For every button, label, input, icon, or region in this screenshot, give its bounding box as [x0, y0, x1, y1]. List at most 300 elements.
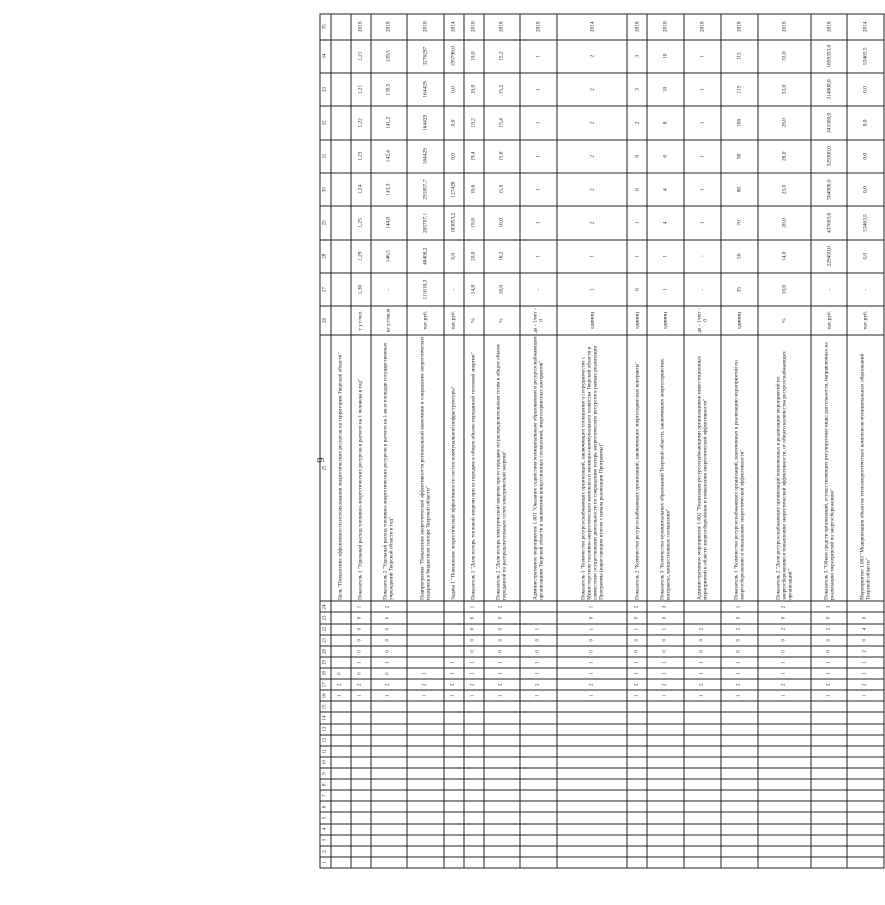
code-digit-cell: 0 [647, 635, 683, 646]
code-digit-cell [847, 812, 884, 823]
code-digit-cell [758, 701, 811, 712]
value-cell: 48408,2 [407, 240, 443, 273]
unit-cell: единиц [627, 306, 647, 334]
code-digit-cell [721, 801, 757, 812]
code-digit-cell [684, 712, 721, 723]
code-digit-cell [647, 835, 683, 846]
value-cell: 100 [721, 106, 757, 139]
code-digit-cell [758, 835, 811, 846]
code-digit-cell: 1 [627, 657, 647, 668]
code-digit-cell [444, 768, 464, 779]
target-year-cell: 2018 [371, 14, 407, 40]
value-cell: 1 [520, 73, 557, 106]
value-cell: 35 [721, 273, 757, 306]
code-digit-cell [351, 846, 371, 857]
header-code-cell: 9 [320, 768, 331, 779]
code-digit-cell [684, 612, 721, 623]
value-cell: - [684, 273, 721, 306]
code-digit-cell [721, 746, 757, 757]
table-row [647, 14, 683, 868]
code-digit-cell: 2 [444, 679, 464, 690]
code-digit-cell [557, 701, 627, 712]
code-digit-cell [557, 824, 627, 835]
code-digit-cell: 0 [557, 635, 627, 646]
code-digit-cell: 0 [464, 612, 484, 623]
code-digit-cell: 1 [721, 690, 757, 701]
header-code-cell: 17 [320, 679, 331, 690]
code-digit-cell: 1 [684, 690, 721, 701]
value-cell: 0,0 [444, 106, 464, 139]
value-cell: 53463,5 [847, 40, 884, 73]
code-digit-cell [331, 812, 351, 823]
code-digit-cell [407, 601, 443, 612]
value-cell: 164429 [407, 73, 443, 106]
code-digit-cell: 0 [520, 646, 557, 657]
code-digit-cell [811, 790, 847, 801]
code-digit-cell [557, 735, 627, 746]
code-digit-cell: 1 [758, 668, 811, 679]
code-digit-cell [444, 635, 464, 646]
code-digit-cell [520, 835, 557, 846]
code-digit-cell [331, 757, 351, 768]
code-digit-cell: 2 [758, 624, 811, 635]
value-cell: 1859353,0 [811, 40, 847, 73]
code-digit-cell [351, 712, 371, 723]
code-digit-cell [371, 835, 407, 846]
value-cell: 1,30 [351, 273, 371, 306]
indicator-name-cell: Показатель 3 "Количество муниципальных образований Тверской области, заключивших энергосервисные контракты, концессионные соглашения" [647, 335, 683, 602]
unit-cell: единиц [647, 306, 683, 334]
code-digit-cell [627, 812, 647, 823]
code-digit-cell: 2 [758, 601, 811, 612]
code-digit-cell [371, 735, 407, 746]
code-digit-cell [557, 724, 627, 735]
code-digit-cell [758, 824, 811, 835]
code-digit-cell [627, 768, 647, 779]
code-digit-cell [847, 746, 884, 757]
code-digit-cell: 0 [351, 624, 371, 635]
code-digit-cell: 2 [484, 601, 520, 612]
code-digit-cell: 1 [444, 668, 464, 679]
value-cell: 90 [721, 140, 757, 173]
code-digit-cell [484, 846, 520, 857]
indicator-name-cell: Мероприятие 1.003 "Модернизация объектов теплоэнергетических комплексов муниципальных образований Тверской области" [847, 335, 884, 602]
value-cell: 15,2 [484, 40, 520, 73]
code-digit-cell [758, 812, 811, 823]
value-cell: 33,0 [758, 73, 811, 106]
code-digit-cell: 2 [371, 601, 407, 612]
code-digit-cell [484, 701, 520, 712]
code-digit-cell [627, 712, 647, 723]
code-digit-cell [464, 790, 484, 801]
code-digit-cell [371, 801, 407, 812]
code-digit-cell [371, 779, 407, 790]
target-year-cell: 2018 [684, 14, 721, 40]
value-cell: 0 [627, 140, 647, 173]
code-digit-cell [331, 801, 351, 812]
header-code-cell: 5 [320, 812, 331, 823]
code-digit-cell: 1 [484, 668, 520, 679]
header-name-cell: 25 [320, 335, 331, 602]
value-cell: 195796,0 [444, 40, 464, 73]
code-digit-cell: 1 [407, 690, 443, 701]
code-digit-cell [351, 735, 371, 746]
value-cell: 80 [721, 173, 757, 206]
code-digit-cell: 2 [811, 624, 847, 635]
value-cell: - [847, 273, 884, 306]
code-digit-cell: 0 [464, 624, 484, 635]
target-year-cell: 2018 [627, 14, 647, 40]
value-cell: 19,4 [464, 140, 484, 173]
code-digit-cell [464, 857, 484, 868]
header-code-cell: 14 [320, 712, 331, 723]
value-cell: 141,2 [371, 106, 407, 139]
code-digit-cell [520, 746, 557, 757]
code-digit-cell [331, 712, 351, 723]
code-digit-cell [484, 790, 520, 801]
code-digit-cell [484, 746, 520, 757]
value-cell: 15,2 [484, 73, 520, 106]
code-digit-cell [331, 779, 351, 790]
code-digit-cell [721, 812, 757, 823]
code-digit-cell [351, 746, 371, 757]
target-year-cell: 2018 [811, 14, 847, 40]
value-cell: 1 [520, 206, 557, 239]
header-code-cell: 13 [320, 724, 331, 735]
code-digit-cell: 1 [627, 690, 647, 701]
code-digit-cell: 2 [721, 679, 757, 690]
code-digit-cell [407, 646, 443, 657]
code-digit-cell [627, 701, 647, 712]
value-cell: 115 [721, 40, 757, 73]
value-cell: 2 [557, 140, 627, 173]
value-cell: 437603,0 [811, 206, 847, 239]
unit-cell: тыс.руб. [407, 306, 443, 334]
indicator-name-cell: Показатель 1 "Удельный расход топливно-энергетических ресурсов в расчете на 1 человека в год" [351, 335, 371, 602]
code-digit-cell: 1 [351, 690, 371, 701]
code-digit-cell [557, 857, 627, 868]
value-cell: 23,0 [758, 173, 811, 206]
code-digit-cell [520, 768, 557, 779]
table-row [351, 14, 371, 868]
code-digit-cell [407, 801, 443, 812]
code-digit-cell [520, 724, 557, 735]
code-digit-cell [627, 824, 647, 835]
code-digit-cell [684, 835, 721, 846]
value-cell: 4 [647, 206, 683, 239]
code-digit-cell: 1 [351, 601, 371, 612]
code-digit-cell [684, 801, 721, 812]
value-cell: 504900,0 [811, 173, 847, 206]
code-digit-cell [331, 846, 351, 857]
code-digit-cell [520, 801, 557, 812]
value-cell: 19,0 [464, 40, 484, 73]
code-digit-cell [758, 724, 811, 735]
value-cell: 15,6 [484, 140, 520, 173]
code-digit-cell [371, 746, 407, 757]
value-cell: 0,0 [847, 73, 884, 106]
code-digit-cell: 0 [351, 612, 371, 623]
code-digit-cell: 0 [847, 635, 884, 646]
value-cell: 139,5 [371, 40, 407, 73]
header-code-cell: 12 [320, 735, 331, 746]
code-digit-cell [758, 790, 811, 801]
header-code-cell: 8 [320, 779, 331, 790]
value-cell: 1,24 [351, 173, 371, 206]
value-cell: 1 [557, 273, 627, 306]
code-digit-cell [721, 701, 757, 712]
code-digit-cell: 1 [847, 657, 884, 668]
code-digit-cell [444, 812, 464, 823]
code-digit-cell [444, 790, 464, 801]
value-cell: 1 [520, 173, 557, 206]
code-digit-cell [721, 712, 757, 723]
code-digit-cell [407, 846, 443, 857]
value-cell: 1 [520, 140, 557, 173]
value-cell: 142,4 [371, 140, 407, 173]
code-digit-cell: 0 [847, 612, 884, 623]
indicator-name-cell: Показатель 2 "Удельный расход топливно-энергетических ресурсов в расчете на 1 кв.м площади государственных учреждений Тверской области в год" [371, 335, 407, 602]
code-digit-cell [721, 768, 757, 779]
table-row [484, 14, 520, 868]
value-cell: 1 [627, 206, 647, 239]
code-digit-cell [444, 612, 464, 623]
value-cell: 0 [627, 273, 647, 306]
value-cell: 19,0 [464, 73, 484, 106]
code-digit-cell [684, 857, 721, 868]
value-cell [331, 140, 351, 173]
code-digit-cell [331, 724, 351, 735]
code-digit-cell: 1 [557, 624, 627, 635]
value-cell: 16,0 [484, 206, 520, 239]
code-digit-cell [721, 757, 757, 768]
code-digit-cell: 1 [371, 690, 407, 701]
code-digit-cell: 0 [758, 612, 811, 623]
code-digit-cell [811, 724, 847, 735]
code-digit-cell [371, 857, 407, 868]
header-value-cell: 29 [320, 206, 331, 239]
code-digit-cell [331, 857, 351, 868]
code-digit-cell [847, 735, 884, 746]
code-digit-cell [464, 712, 484, 723]
value-cell: 20,0 [758, 206, 811, 239]
code-digit-cell [721, 835, 757, 846]
code-digit-cell: 1 [811, 690, 847, 701]
code-digit-cell: 1 [811, 668, 847, 679]
code-digit-cell: 1 [847, 690, 884, 701]
code-digit-cell [847, 779, 884, 790]
value-cell: 1 [684, 173, 721, 206]
code-digit-cell [351, 701, 371, 712]
value-cell: 3 [627, 40, 647, 73]
code-digit-cell: 0 [811, 612, 847, 623]
code-digit-cell: 2 [407, 679, 443, 690]
code-digit-cell: 2 [758, 679, 811, 690]
code-digit-cell [407, 735, 443, 746]
code-digit-cell [647, 846, 683, 857]
value-cell: 50 [721, 240, 757, 273]
code-digit-cell [627, 846, 647, 857]
code-digit-cell [847, 712, 884, 723]
value-cell: 2 [557, 40, 627, 73]
code-digit-cell: 0 [351, 646, 371, 657]
code-digit-cell [847, 724, 884, 735]
code-digit-cell [444, 801, 464, 812]
value-cell: 144,8 [371, 206, 407, 239]
code-digit-cell: 1 [444, 690, 464, 701]
target-year-cell: 2018 [351, 14, 371, 40]
code-digit-cell [464, 835, 484, 846]
code-digit-cell [351, 779, 371, 790]
code-digit-cell [520, 701, 557, 712]
code-digit-cell: 1 [721, 668, 757, 679]
code-digit-cell [331, 790, 351, 801]
code-digit-cell [647, 768, 683, 779]
code-digit-cell: 0 [351, 635, 371, 646]
value-cell: 14,8 [464, 273, 484, 306]
value-cell: 2 [557, 206, 627, 239]
code-digit-cell [627, 746, 647, 757]
code-digit-cell [484, 824, 520, 835]
code-digit-cell: 2 [371, 679, 407, 690]
header-value-cell: 34 [320, 40, 331, 73]
header-code-cell: 19 [320, 657, 331, 668]
code-digit-cell: 2 [484, 679, 520, 690]
code-digit-cell [407, 612, 443, 623]
unit-cell: т у.т/чел. [351, 306, 371, 334]
indicator-name-cell: Показатель 2 "Количество ресурсоснабжающих организаций, заключивших энергосервисные контракты" [627, 335, 647, 602]
code-digit-cell [331, 657, 351, 668]
code-digit-cell [371, 712, 407, 723]
target-year-cell [331, 14, 351, 40]
code-digit-cell: 1 [464, 668, 484, 679]
value-cell: 15,4 [484, 106, 520, 139]
code-digit-cell [444, 601, 464, 612]
code-digit-cell: 0 [351, 668, 371, 679]
code-digit-cell [351, 757, 371, 768]
value-cell: 146,5 [371, 240, 407, 273]
unit-cell: единиц [557, 306, 627, 334]
value-cell: 20,0 [464, 240, 484, 273]
code-digit-cell: 0 [721, 612, 757, 623]
value-cell: 1,25 [351, 206, 371, 239]
code-digit-cell [627, 790, 647, 801]
header-code-cell: 4 [320, 824, 331, 835]
header-code-cell: 24 [320, 601, 331, 612]
value-cell: 1 [520, 40, 557, 73]
code-digit-cell: 1 [557, 657, 627, 668]
indicator-name-cell: Административное мероприятие 1.002 "Реализация ресурсоснабжающими организациями инвестиционных мероприятий в области энергосбережения и повышения энергетической эффективности" [684, 335, 721, 602]
table-row [464, 14, 484, 868]
code-digit-cell [684, 735, 721, 746]
value-cell: 1,22 [351, 106, 371, 139]
indicator-name-cell: Административное мероприятие 1.001 "Оказание содействия муниципальным образованиям и ресурсоснабжающим организациям Тверской области в заключении концессионных соглашений, энергосервисных контрактов" [520, 335, 557, 602]
code-digit-cell [627, 757, 647, 768]
code-digit-cell: 0 [721, 635, 757, 646]
code-digit-cell [721, 790, 757, 801]
code-digit-cell [684, 768, 721, 779]
code-digit-cell [484, 835, 520, 846]
table-row [520, 14, 557, 868]
code-digit-cell: 1 [721, 657, 757, 668]
code-digit-cell [557, 746, 627, 757]
value-cell: 205707,1 [407, 206, 443, 239]
code-digit-cell [520, 735, 557, 746]
code-digit-cell [557, 846, 627, 857]
code-digit-cell: 2 [557, 679, 627, 690]
code-digit-cell [484, 768, 520, 779]
code-digit-cell: 0 [464, 635, 484, 646]
value-cell: 0,0 [444, 73, 464, 106]
target-year-cell: 2018 [758, 14, 811, 40]
code-digit-cell: 0 [484, 646, 520, 657]
code-digit-cell [407, 757, 443, 768]
code-digit-cell: 1 [647, 657, 683, 668]
header-code-cell: 21 [320, 635, 331, 646]
code-digit-cell: 1 [557, 601, 627, 612]
code-digit-cell: 1 [371, 657, 407, 668]
value-cell: 0 [627, 173, 647, 206]
table-row [811, 14, 847, 868]
value-cell [331, 106, 351, 139]
code-digit-cell [484, 857, 520, 868]
value-cell [331, 173, 351, 206]
table-row [721, 14, 757, 868]
value-cell: 143,3 [371, 173, 407, 206]
code-digit-cell [647, 712, 683, 723]
target-year-cell: 2018 [721, 14, 757, 40]
value-cell: 10 [647, 40, 683, 73]
value-cell: - [684, 240, 721, 273]
indicator-name-cell: Показатель 1 "Количество ресурсоснабжающих организаций, заключивших соглашения о сотрудничестве с Министерством топливно-энергетического комплекса и жилищно-коммунального хозяйства Тверской области в совместном осуществлении деятельности по сокращению потерь энергетических ресурсов в рамках реализации Программы (нарастающим итогом с начала реализации Программы)" [557, 335, 627, 602]
value-cell: 1 [647, 273, 683, 306]
code-digit-cell: 1 [557, 668, 627, 679]
code-digit-cell [407, 768, 443, 779]
code-digit-cell [647, 857, 683, 868]
header-code-cell: 18 [320, 668, 331, 679]
table-row [444, 14, 464, 868]
code-digit-cell: 2 [627, 601, 647, 612]
code-digit-cell [331, 701, 351, 712]
code-digit-cell: 2 [721, 624, 757, 635]
indicator-name-cell: Задача 1 "Повышение энергетической эффективности систем коммунальной инфраструктуры" [444, 335, 464, 602]
code-digit-cell [627, 724, 647, 735]
page-number: 6 [314, 457, 326, 463]
value-cell: 1 [684, 40, 721, 73]
code-digit-cell [371, 724, 407, 735]
code-digit-cell [407, 724, 443, 735]
code-digit-cell [464, 701, 484, 712]
code-digit-cell: 1 [647, 624, 683, 635]
value-cell: 329300,0 [811, 140, 847, 173]
code-digit-cell [721, 824, 757, 835]
code-digit-cell [811, 746, 847, 757]
code-digit-cell [520, 757, 557, 768]
header-code-cell: 3 [320, 835, 331, 846]
unit-cell: % [758, 306, 811, 334]
code-digit-cell [464, 735, 484, 746]
code-digit-cell: 3 [811, 601, 847, 612]
code-digit-cell [371, 812, 407, 823]
code-digit-cell [484, 812, 520, 823]
code-digit-cell [847, 801, 884, 812]
code-digit-cell [647, 790, 683, 801]
value-cell: 164429 [407, 106, 443, 139]
code-digit-cell [444, 624, 464, 635]
code-digit-cell [847, 857, 884, 868]
code-digit-cell [557, 768, 627, 779]
value-cell: 0,0 [444, 240, 464, 273]
